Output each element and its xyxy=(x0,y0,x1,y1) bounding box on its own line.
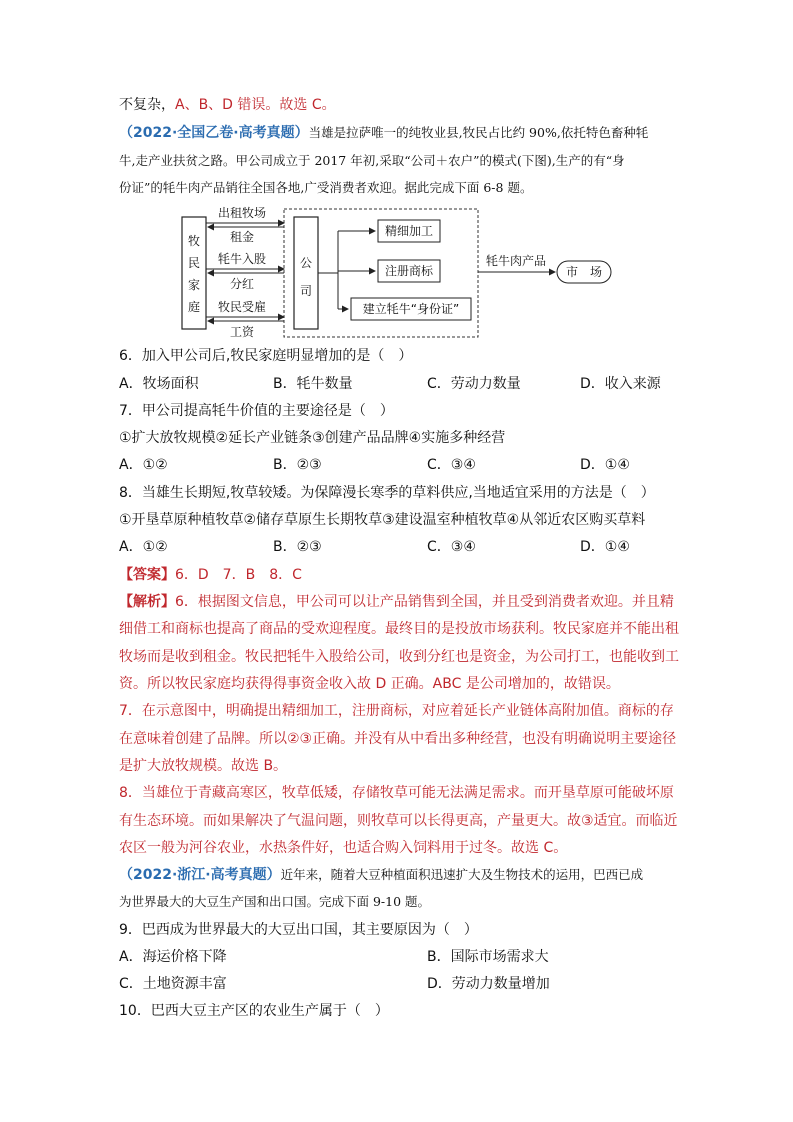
answer-label: 【答案】 xyxy=(119,567,175,583)
answer-value: 6．D 7．B 8．C xyxy=(175,567,302,583)
q6-stem: 6．加入甲公司后,牧民家庭明显增加的是（ ） xyxy=(119,348,413,364)
analysis-line-4: 资。所以牧民家庭均获得得事资金收入故 D 正确。ABC 是公司增加的，故错误。 xyxy=(119,676,620,692)
q8-option-b: B．②③ xyxy=(273,539,322,555)
q9-option-b: B．国际市场需求大 xyxy=(427,949,549,965)
analysis-line-3: 牧场而是收到租金。牧民把牦牛入股给公司，收到分红也是资金，为公司打工，也能收到工 xyxy=(119,649,679,665)
q6-8-source: （2022·全国乙卷·高考真题） xyxy=(119,125,309,141)
analysis-line-10: 农区一般为河谷农业，水热条件好，也适合购入饲料用于过冬。故选 C。 xyxy=(119,840,568,856)
q9-option-d: D．劳动力数量增加 xyxy=(427,976,550,992)
label-yak-meat-product: 牦牛肉产品 xyxy=(485,254,547,268)
q6-option-c: C．劳动力数量 xyxy=(427,376,521,392)
q7-option-b: B．②③ xyxy=(273,457,322,473)
q6-8-stem-line-2: 牛,走产业扶贫之路。甲公司成立于 2017 年初,采取“公司＋农户”的模式(下图),生产的有“身 xyxy=(119,153,625,168)
herder-char-1: 牧 xyxy=(187,234,201,248)
process-yak-id: 建立牦牛“身份证” xyxy=(362,302,460,316)
analysis-line-6: 在意味着创建了品牌。所以②③正确。并没有从中看出多种经营，也没有明确说明主要途径 xyxy=(119,731,677,747)
q8-statements: ①开垦草原种植牧草②储存草原生长期牧草③建设温室种植牧草④从邻近农区购买草料 xyxy=(119,512,646,528)
q10-stem: 10．巴西大豆主产区的农业生产属于（ ） xyxy=(119,1003,389,1019)
market-label: 市 场 xyxy=(565,265,603,279)
label-rent-money: 租金 xyxy=(229,230,255,244)
q8-option-c: C．③④ xyxy=(427,539,476,555)
analysis-line-2: 细借工和商标也提高了商品的受欢迎程度。最终目的是投放市场获利。牧民家庭并不能出租 xyxy=(119,621,679,637)
q9-10-stem-line-2: 为世界最大的大豆生产国和出口国。完成下面 9-10 题。 xyxy=(119,894,431,909)
label-rent-pasture: 出租牧场 xyxy=(217,206,267,220)
label-yak-share: 牦牛入股 xyxy=(217,252,267,266)
q6-option-d: D．收入来源 xyxy=(580,376,661,392)
intro-line: 不复杂，A、B、D 错误。故选 C。 xyxy=(119,97,336,113)
herder-char-3: 家 xyxy=(187,278,201,292)
analysis-line-5: 7．在示意图中，明确提出精细加工，注册商标，对应着延长产业链体高附加值。商标的存 xyxy=(119,703,674,719)
q7-statements: ①扩大放牧规模②延长产业链条③创建产品品牌④实施多种经营 xyxy=(119,430,506,446)
analysis-label: 【解析】 xyxy=(119,594,175,610)
q8-stem: 8．当雄生长期短,牧草较矮。为保障漫长寒季的草料供应,当地适宜采用的方法是（ ） xyxy=(119,485,655,501)
company-farmer-diagram xyxy=(180,205,620,343)
process-fine-processing: 精细加工 xyxy=(384,224,434,238)
label-wage: 工资 xyxy=(229,325,255,339)
q9-10-source: （2022·浙江·高考真题） xyxy=(119,867,281,883)
process-trademark: 注册商标 xyxy=(384,264,434,278)
q7-option-c: C．③④ xyxy=(427,457,476,473)
company-box xyxy=(294,217,318,329)
company-char-2: 司 xyxy=(299,284,313,298)
label-employment: 牧民受雇 xyxy=(217,300,267,314)
herder-char-4: 庭 xyxy=(187,300,201,314)
q8-option-d: D．①④ xyxy=(580,539,630,555)
q6-8-stem-line-3: 份证”的牦牛肉产品销往全国各地,广受消费者欢迎。据此完成下面 6-8 题。 xyxy=(119,180,533,195)
label-dividend: 分红 xyxy=(229,277,255,291)
answer-line xyxy=(119,565,679,585)
q9-option-a: A．海运价格下降 xyxy=(119,949,227,965)
analysis-line-7: 是扩大放牧规模。故选 B。 xyxy=(119,758,288,774)
q9-option-c: C．土地资源丰富 xyxy=(119,976,227,992)
q9-10-stem-line-1: （2022·浙江·高考真题）近年来，随着大豆种植面积迅速扩大及生物技术的运用，巴西已成 xyxy=(119,867,644,883)
q7-option-a: A．①② xyxy=(119,457,168,473)
q6-8-stem-line-1: （2022·全国乙卷·高考真题）当雄是拉萨唯一的纯牧业县,牧民占比约 90%,依托特色畜种牦 xyxy=(119,125,649,141)
q9-stem: 9．巴西成为世界最大的大豆出口国，其主要原因为（ ） xyxy=(119,922,478,938)
analysis-line-8: 8．当雄位于青藏高寒区，牧草低矮，存储牧草可能无法满足需求。而开垦草原可能破坏原 xyxy=(119,785,674,801)
company-char-1: 公 xyxy=(299,256,313,270)
analysis-line-1: 【解析】6．根据图文信息，甲公司可以让产品销售到全国，并且受到消费者欢迎。并且精 xyxy=(119,594,674,610)
herder-char-2: 民 xyxy=(187,256,201,270)
q8-option-a: A．①② xyxy=(119,539,168,555)
q6-option-b: B．牦牛数量 xyxy=(273,376,353,392)
intro-answer-text: A、B、D 错误。故选 C。 xyxy=(175,97,336,113)
q7-option-d: D．①④ xyxy=(580,457,630,473)
q7-stem: 7．甲公司提高牦牛价值的主要途径是（ ） xyxy=(119,403,394,419)
q6-option-a: A．牧场面积 xyxy=(119,376,199,392)
analysis-line-9: 有生态环境。而如果解决了气温问题，则牧草可以长得更高，产量更大。故③适宜。而临近 xyxy=(119,813,678,829)
